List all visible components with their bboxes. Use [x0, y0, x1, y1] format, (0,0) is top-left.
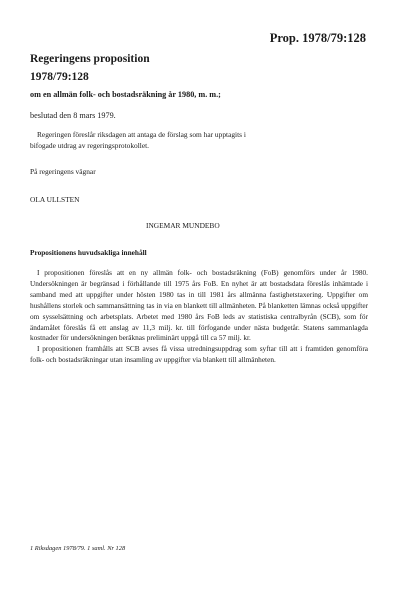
intro-line-2: bifogade utdrag av regeringsprotokollet. [30, 141, 150, 150]
signature-mundebo: INGEMAR MUNDEBO [146, 221, 220, 230]
document-reference: Prop. 1978/79:128 [269, 31, 366, 45]
signature-ullsten: OLA ULLSTEN [30, 195, 80, 204]
summary-paragraph-2: I propositionen framhålls att SCB avses få vissa utredningsuppdrag som syftar till att i framtiden genomföra folk- och bostadsräkningar utan insamling av uppgifter via blankett till allmänheten. [30, 344, 368, 365]
decision-date: beslutad den 8 mars 1979. [30, 111, 116, 120]
on-behalf-text: På regeringens vägnar [30, 167, 96, 176]
document-subtitle: om en allmän folk- och bostadsräkning år 1980, m. m.; [30, 90, 221, 99]
summary-body [30, 268, 368, 366]
section-heading: Propositionens huvudsakliga innehåll [30, 248, 147, 257]
document-title: Regeringens proposition [30, 53, 150, 65]
summary-paragraph-1: I propositionen föreslås att en ny allmän folk- och bostadsräkning (FoB) genomförs under år 1980. Undersökningen är begränsad i förhållande till 1975 års FoB. En nyhet är att bostadsdata föreslås inhämtade i samband med att uppgifter under hösten 1980 tas in till 1981 års allmänna fastighetstaxering. Uppgifter om hushållens storlek och sammansättning tas in via en blankett till allmänheten. På blanketten lämnas också uppgifter om sysselsättning och arbetsplats. Arbetet med 1980 års FoB leds av statistiska centralbyrån (SCB), som för ändamålet föreslås få ett anslag av 11,3 milj. kr. till förfogande under nästa budgetår. Statens sammanlagda kostnader för undersökningen beräknas preliminärt uppgå till ca 57 milj. kr. [30, 268, 368, 343]
document-number: 1978/79:128 [30, 71, 89, 83]
intro-line-1: Regeringen föreslår riksdagen att antaga de förslag som har upptagits i [37, 130, 246, 139]
page-footer: 1 Riksdagen 1978/79. 1 saml. Nr 128 [30, 545, 126, 552]
